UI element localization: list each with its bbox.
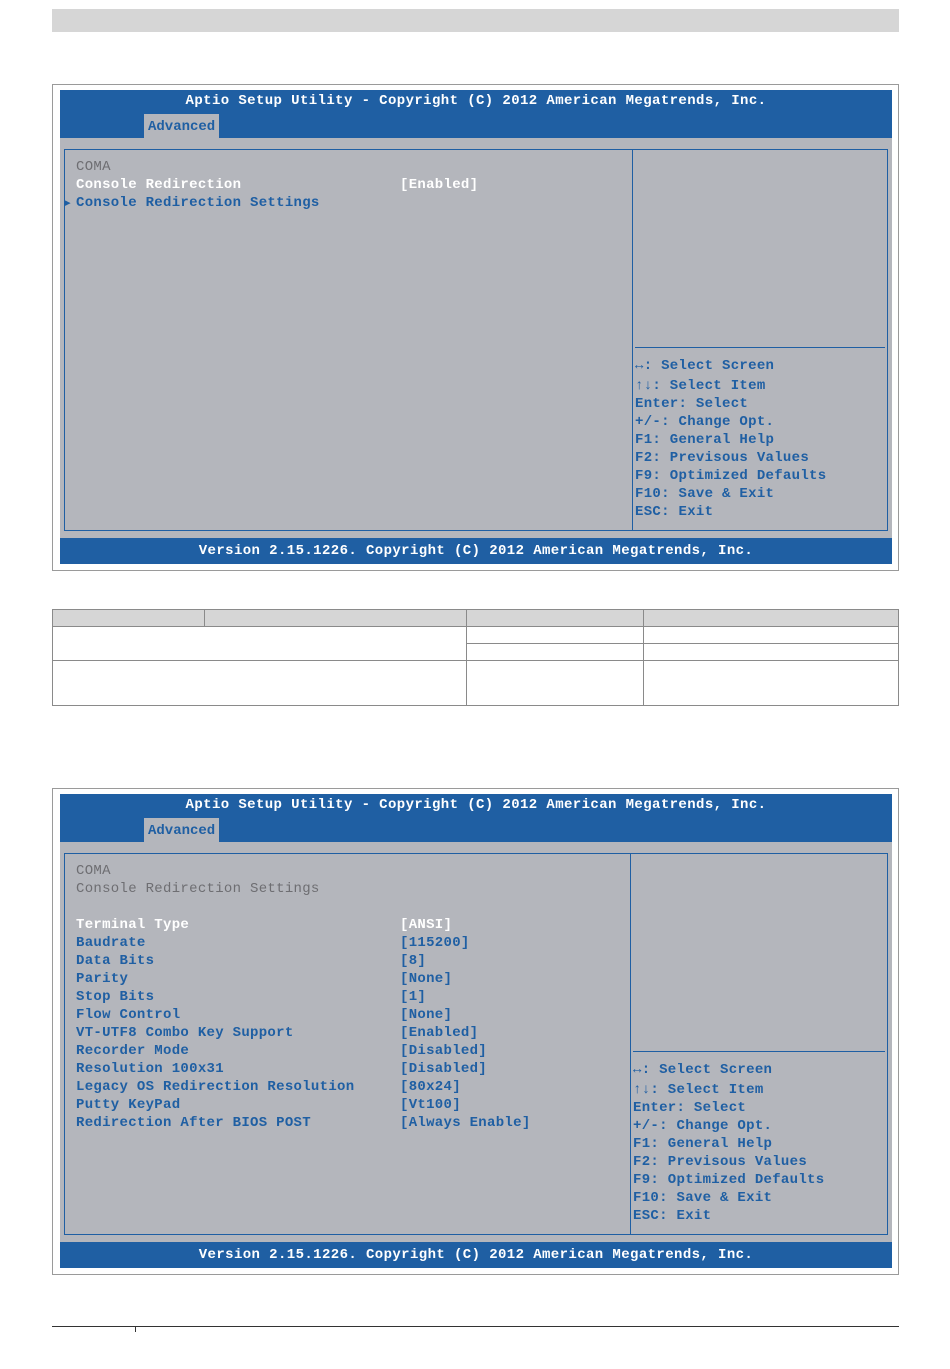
settings-panel (65, 150, 633, 530)
section-subheading: Console Redirection Settings (76, 881, 320, 897)
bios-header (60, 90, 892, 138)
triangle-right-icon: ▶ (64, 198, 71, 210)
setting-value[interactable]: [Disabled] (400, 1043, 488, 1059)
section-heading: COMA (76, 159, 111, 175)
bios-header (60, 794, 892, 842)
setting-value[interactable]: [None] (400, 971, 453, 987)
setting-value[interactable]: [Enabled] (400, 1025, 479, 1041)
table-cell (644, 644, 899, 661)
setting-value[interactable]: [1] (400, 989, 427, 1005)
help-general: F1: General Help (633, 1136, 773, 1152)
submenu-console-redirection-settings[interactable] (64, 195, 320, 213)
setting-label: Recorder Mode (76, 1043, 190, 1059)
table-cell (53, 661, 205, 706)
bios-main-panel (64, 149, 888, 531)
help-panel (633, 150, 887, 530)
bios-main-panel (64, 853, 888, 1235)
table-row (53, 627, 899, 644)
bios-window (60, 794, 892, 1268)
help-divider (635, 347, 885, 348)
page-footer-tick (135, 1326, 136, 1332)
table-cell (204, 627, 466, 661)
tab-advanced[interactable]: Advanced (144, 818, 219, 842)
setting-console-redirection[interactable] (76, 177, 479, 195)
setting-label: Redirection After BIOS POST (76, 1115, 311, 1131)
table-header-cell (53, 610, 205, 627)
help-select-screen: ↔: Select Screen (635, 358, 775, 374)
table-header-cell (644, 610, 899, 627)
setting-label: Legacy OS Redirection Resolution (76, 1079, 355, 1095)
table-row (53, 661, 899, 706)
key-help-list (633, 1062, 885, 1226)
table-cell (466, 627, 644, 644)
setting-label: Data Bits (76, 953, 155, 969)
table-header-cell (204, 610, 466, 627)
setting-label: Baudrate (76, 935, 146, 951)
help-save-exit: F10: Save & Exit (635, 486, 775, 502)
bios-title: Aptio Setup Utility - Copyright (C) 2012 American Megatrends, Inc. (185, 93, 767, 109)
setting-label: Stop Bits (76, 989, 155, 1005)
table-cell (644, 627, 899, 644)
help-exit: ESC: Exit (633, 1208, 712, 1224)
key-help-list (635, 358, 885, 522)
setting-value[interactable]: [None] (400, 1007, 453, 1023)
section-heading: COMA (76, 863, 111, 879)
tab-advanced[interactable]: Advanced (144, 114, 219, 138)
bios-screenshot-1 (52, 84, 899, 571)
setting-value[interactable]: [Always Enable] (400, 1115, 531, 1131)
help-change-opt: +/-: Change Opt. (633, 1118, 773, 1134)
help-save-exit: F10: Save & Exit (633, 1190, 773, 1206)
setting-label: Flow Control (76, 1007, 181, 1023)
page-header-bar (52, 9, 899, 32)
help-optimized-defaults: F9: Optimized Defaults (633, 1172, 825, 1188)
setting-value[interactable]: [80x24] (400, 1079, 461, 1095)
table-cell (204, 661, 466, 706)
help-previous-values: F2: Previsous Values (633, 1154, 808, 1170)
help-select-screen: ↔: Select Screen (633, 1062, 773, 1078)
parameter-table (52, 609, 899, 706)
setting-label: VT-UTF8 Combo Key Support (76, 1025, 294, 1041)
setting-label: Console Redirection (76, 177, 242, 193)
settings-panel (65, 854, 631, 1234)
help-select-item: ↑↓: Select Item (633, 1082, 764, 1098)
setting-label: Console Redirection Settings (76, 195, 320, 211)
help-optimized-defaults: F9: Optimized Defaults (635, 468, 827, 484)
help-enter: Enter: Select (633, 1100, 747, 1116)
page-footer-rule (52, 1326, 899, 1327)
setting-value[interactable]: [115200] (400, 935, 470, 951)
table-cell (53, 627, 205, 661)
setting-label: Putty KeyPad (76, 1097, 181, 1113)
bios-title: Aptio Setup Utility - Copyright (C) 2012 American Megatrends, Inc. (185, 797, 767, 813)
setting-value[interactable]: [Enabled] (400, 177, 479, 193)
help-exit: ESC: Exit (635, 504, 714, 520)
bios-footer: Version 2.15.1226. Copyright (C) 2012 American Megatrends, Inc. (60, 538, 892, 564)
setting-value[interactable]: [ANSI] (400, 917, 453, 933)
bios-footer: Version 2.15.1226. Copyright (C) 2012 American Megatrends, Inc. (60, 1242, 892, 1268)
table-cell (466, 644, 644, 661)
help-general: F1: General Help (635, 432, 775, 448)
table-header-row (53, 610, 899, 627)
setting-value[interactable]: [Vt100] (400, 1097, 461, 1113)
help-change-opt: +/-: Change Opt. (635, 414, 775, 430)
help-enter: Enter: Select (635, 396, 749, 412)
table-header-cell (466, 610, 644, 627)
bios-screenshot-2 (52, 788, 899, 1275)
setting-label: Parity (76, 971, 129, 987)
help-panel (631, 854, 887, 1234)
setting-value[interactable]: [Disabled] (400, 1061, 488, 1077)
help-previous-values: F2: Previsous Values (635, 450, 810, 466)
setting-label: Resolution 100x31 (76, 1061, 224, 1077)
bios-window (60, 90, 892, 564)
setting-value[interactable]: [8] (400, 953, 427, 969)
help-select-item: ↑↓: Select Item (635, 378, 766, 394)
setting-label: Terminal Type (76, 917, 190, 933)
table-cell (644, 661, 899, 706)
table-cell (466, 661, 644, 706)
help-divider (633, 1051, 885, 1052)
